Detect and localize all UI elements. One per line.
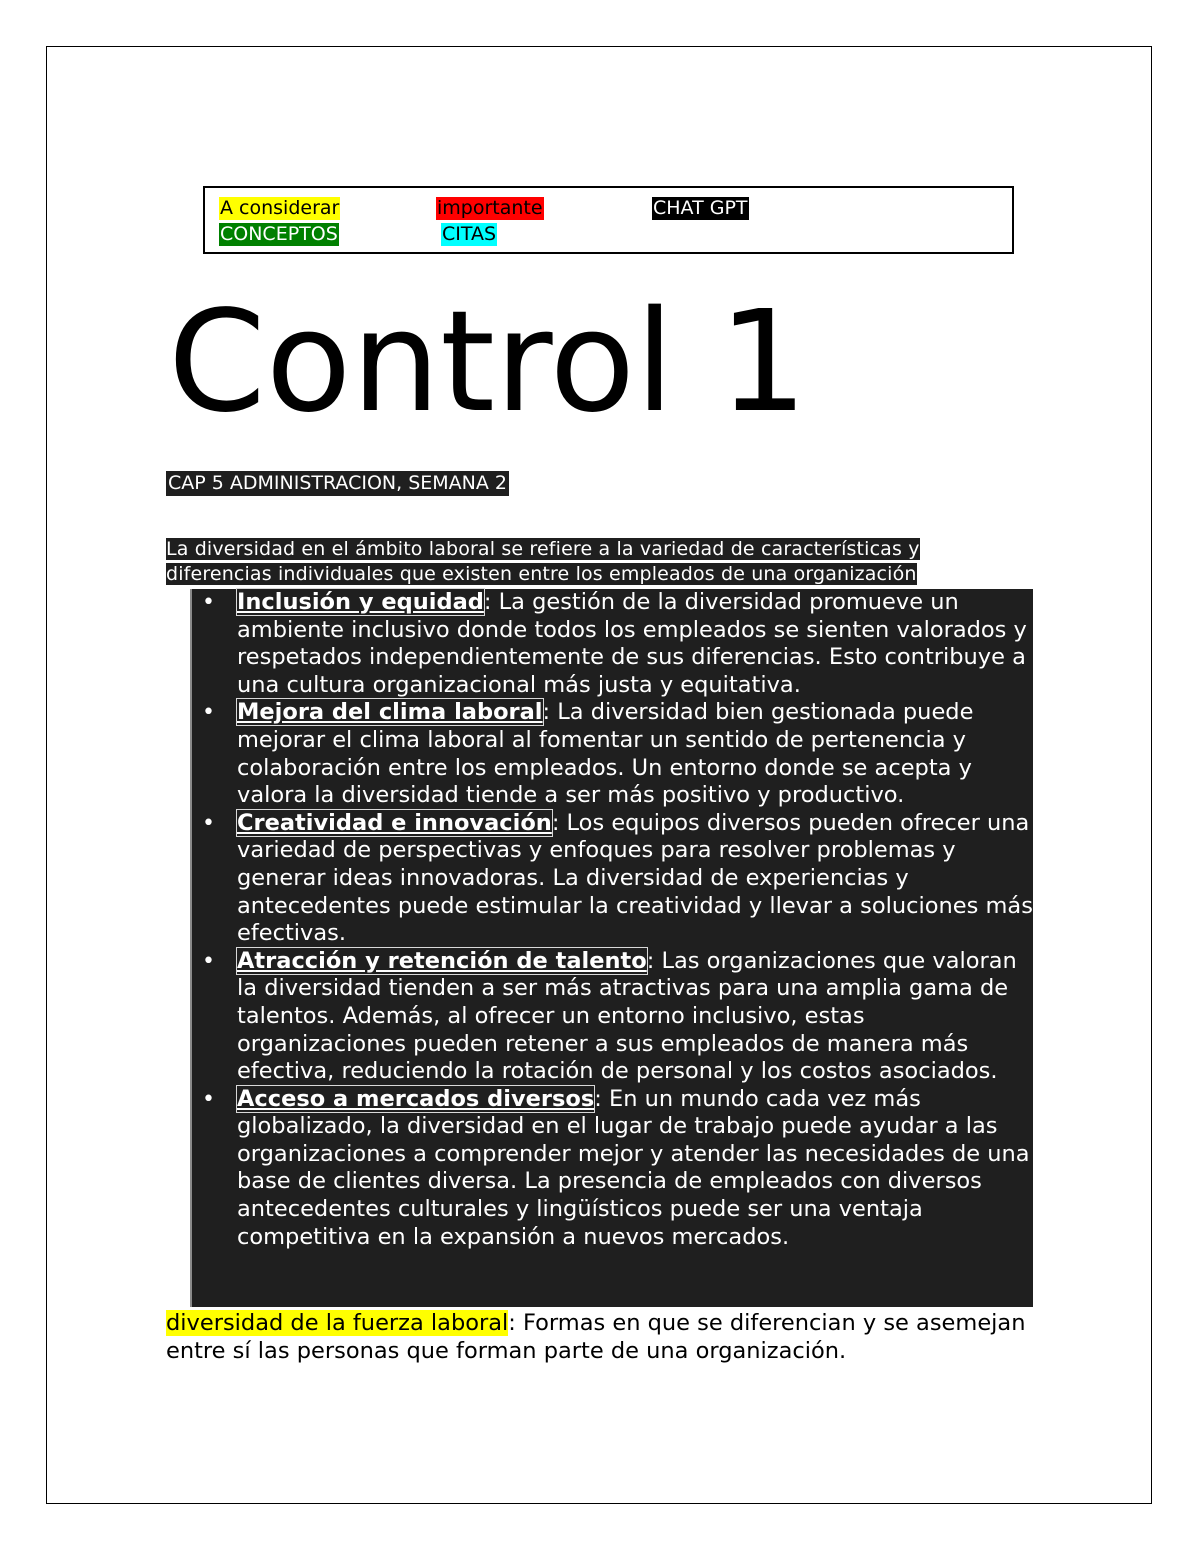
chatgpt-bullets-block (190, 589, 1033, 1307)
legend-citas: CITAS (442, 223, 497, 245)
legend-importante: importante (437, 197, 543, 219)
bullet-term: Mejora del clima laboral (237, 699, 543, 726)
list-item (192, 699, 1033, 809)
bullet-term: Atracción y retención de talento (237, 947, 647, 974)
legend-chat-gpt: CHAT GPT (653, 197, 748, 219)
intro-paragraph (166, 537, 1012, 587)
chapter-subtitle: CAP 5 ADMINISTRACION, SEMANA 2 (168, 472, 508, 494)
bullet-term: Creatividad e innovación (237, 809, 552, 836)
color-legend (203, 186, 1014, 254)
list-item (192, 1086, 1033, 1252)
definition-text: : Formas en que se diferencian y se asemejan entre sí las personas que forman parte de una organización. (166, 1310, 1026, 1364)
page-title: Control 1 (168, 281, 808, 444)
legend-a-considerar: A considerar (220, 197, 340, 219)
bullet-term: Acceso a mercados diversos (237, 1085, 595, 1112)
definition-term: diversidad de la fuerza laboral (166, 1310, 509, 1336)
benefits-list (192, 589, 1033, 1251)
bullet-text: : La gestión de la diversidad promueve un ambiente inclusivo donde todos los empleados se sienten valorados y respetados independientemente de sus diferencias. Esto contribuye a una cultura organizacional más justa y equitativa. (237, 589, 1027, 698)
list-item (192, 948, 1033, 1086)
intro-text: La diversidad en el ámbito laboral se refiere a la variedad de características y diferencias individuales que existen entre los empleados de una organización (166, 538, 920, 585)
legend-conceptos: CONCEPTOS (220, 223, 338, 245)
definition-paragraph (166, 1309, 1046, 1365)
bullet-text: : Las organizaciones que valoran la diversidad tienden a ser más atractivas para una amplia gama de talentos. Además, al ofrecer un entorno inclusivo, estas organizaciones pueden retener a sus empleados de manera más efectiva, reduciendo la rotación de personal y los costos asociados. (237, 947, 1017, 1085)
bullet-text: : Los equipos diversos pueden ofrecer una variedad de perspectivas y enfoques para resolver problemas y generar ideas innovadoras. La diversidad de experiencias y antecedentes puede estimular la creatividad y llevar a soluciones más efectivas. (237, 809, 1033, 947)
list-item (192, 810, 1033, 948)
bullet-text: : La diversidad bien gestionada puede mejorar el clima laboral al fomentar un sentido de pertenencia y colaboración entre los empleados. Un entorno donde se acepta y valora la diversidad tiende a ser más positivo y productivo. (237, 699, 974, 809)
list-item (192, 589, 1033, 699)
bullet-term: Inclusión y equidad (237, 589, 484, 615)
bullet-text: : En un mundo cada vez más globalizado, la diversidad en el lugar de trabajo puede ayudar a las organizaciones a comprender mejor y atender las necesidades de una base de clientes diversa. La presencia de empleados con diversos antecedentes culturales y lingüísticos puede ser una ventaja competitiva en la expansión a nuevos mercados. (237, 1085, 1030, 1250)
